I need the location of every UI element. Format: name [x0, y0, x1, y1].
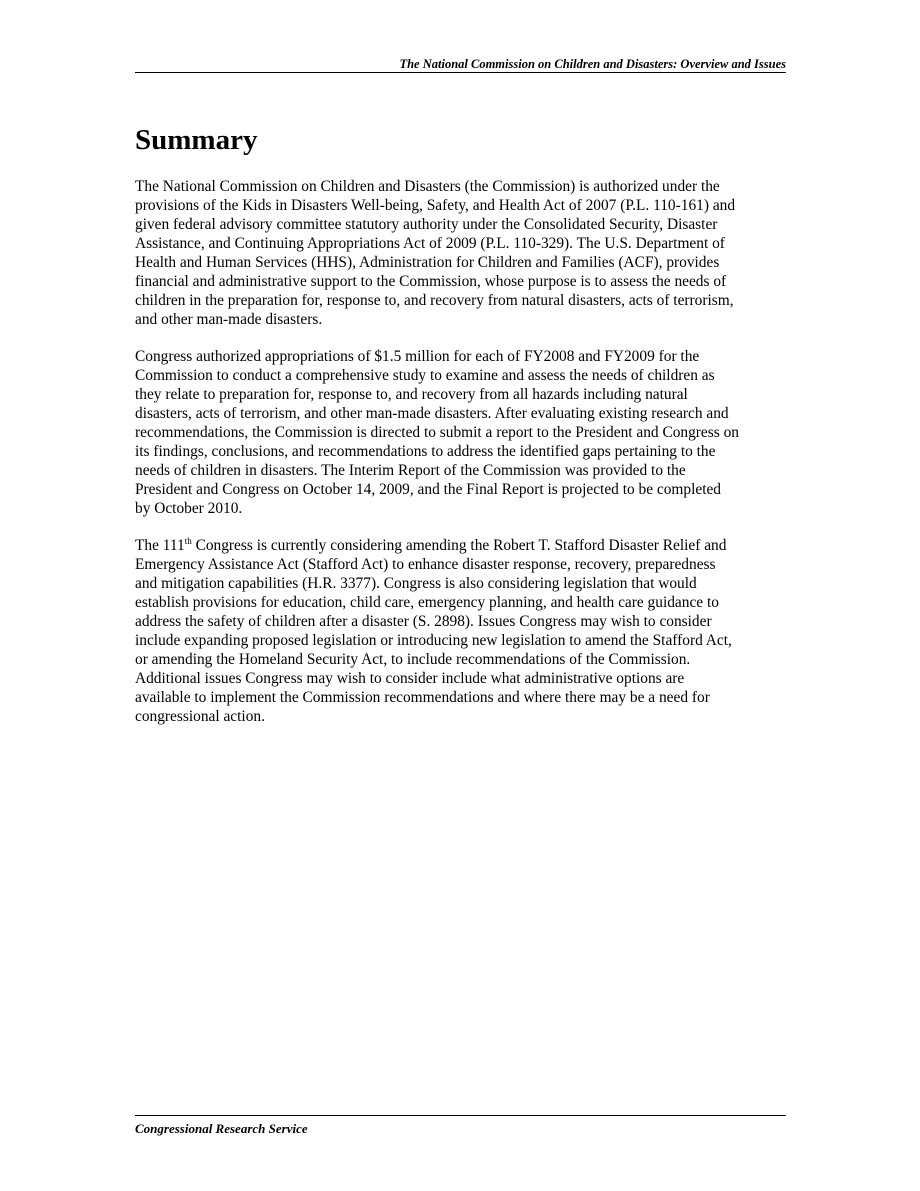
- text-line: Congress authorized appropriations of $1.5 million for each of FY2008 and FY2009 for the: [135, 348, 700, 365]
- running-header: The National Commission on Children and Disasters: Overview and Issues: [399, 57, 786, 71]
- text-line: address the safety of children after a disaster (S. 2898). Issues Congress may wish to consider: [135, 613, 712, 630]
- text-line: available to implement the Commission recommendations and where there may be a need for: [135, 689, 710, 706]
- text-line: recommendations, the Commission is directed to submit a report to the President and Congress on: [135, 424, 739, 441]
- text-line: congressional action.: [135, 708, 265, 725]
- text-line: provisions of the Kids in Disasters Well-being, Safety, and Health Act of 2007 (P.L. 110-161) and: [135, 197, 736, 214]
- text-line: include expanding proposed legislation or introducing new legislation to amend the Stafford Act,: [135, 632, 732, 649]
- text-line: financial and administrative support to the Commission, whose purpose is to assess the needs of: [135, 273, 727, 290]
- text-line: children in the preparation for, response to, and recovery from natural disasters, acts of terrorism,: [135, 292, 734, 309]
- footer-rule: [135, 1115, 786, 1116]
- text-line: Commission to conduct a comprehensive study to examine and assess the needs of children as: [135, 367, 715, 384]
- text-line: Emergency Assistance Act (Stafford Act) to enhance disaster response, recovery, preparedness: [135, 556, 716, 573]
- text-run: The 111: [135, 537, 185, 554]
- page-title: Summary: [135, 124, 258, 156]
- text-line: or amending the Homeland Security Act, to include recommendations of the Commission.: [135, 651, 691, 668]
- paragraph-2: [135, 347, 786, 518]
- text-line: disasters, acts of terrorism, and other man-made disasters. After evaluating existing research and: [135, 405, 729, 422]
- text-line: Assistance, and Continuing Appropriations Act of 2009 (P.L. 110-329). The U.S. Department of: [135, 235, 725, 252]
- text-run: Congress is currently considering amending the Robert T. Stafford Disaster Relief and: [191, 537, 727, 554]
- text-line: President and Congress on October 14, 2009, and the Final Report is projected to be completed: [135, 481, 722, 498]
- text-line: its findings, conclusions, and recommendations to address the identified gaps pertaining to the: [135, 443, 716, 460]
- header-rule: [135, 72, 786, 73]
- paragraph-1: [135, 177, 786, 329]
- text-line: they relate to preparation for, response to, and recovery from all hazards including natural: [135, 386, 688, 403]
- text-line: Additional issues Congress may wish to consider include what administrative options are: [135, 670, 685, 687]
- text-line: Health and Human Services (HHS), Administration for Children and Families (ACF), provides: [135, 254, 720, 271]
- text-line: by October 2010.: [135, 500, 243, 517]
- text-line: given federal advisory committee statutory authority under the Consolidated Security, Disaster: [135, 216, 718, 233]
- text-line: and mitigation capabilities (H.R. 3377). Congress is also considering legislation that would: [135, 575, 697, 592]
- text-line: needs of children in disasters. The Interim Report of the Commission was provided to the: [135, 462, 686, 479]
- ordinal-superscript: th: [184, 536, 192, 546]
- text-line: and other man-made disasters.: [135, 311, 323, 328]
- text-line: [135, 536, 786, 555]
- paragraph-3: [135, 536, 786, 726]
- running-footer: Congressional Research Service: [135, 1121, 308, 1136]
- text-line: The National Commission on Children and Disasters (the Commission) is authorized under the: [135, 178, 720, 195]
- text-line: establish provisions for education, child care, emergency planning, and health care guidance to: [135, 594, 719, 611]
- summary-body: [135, 177, 786, 744]
